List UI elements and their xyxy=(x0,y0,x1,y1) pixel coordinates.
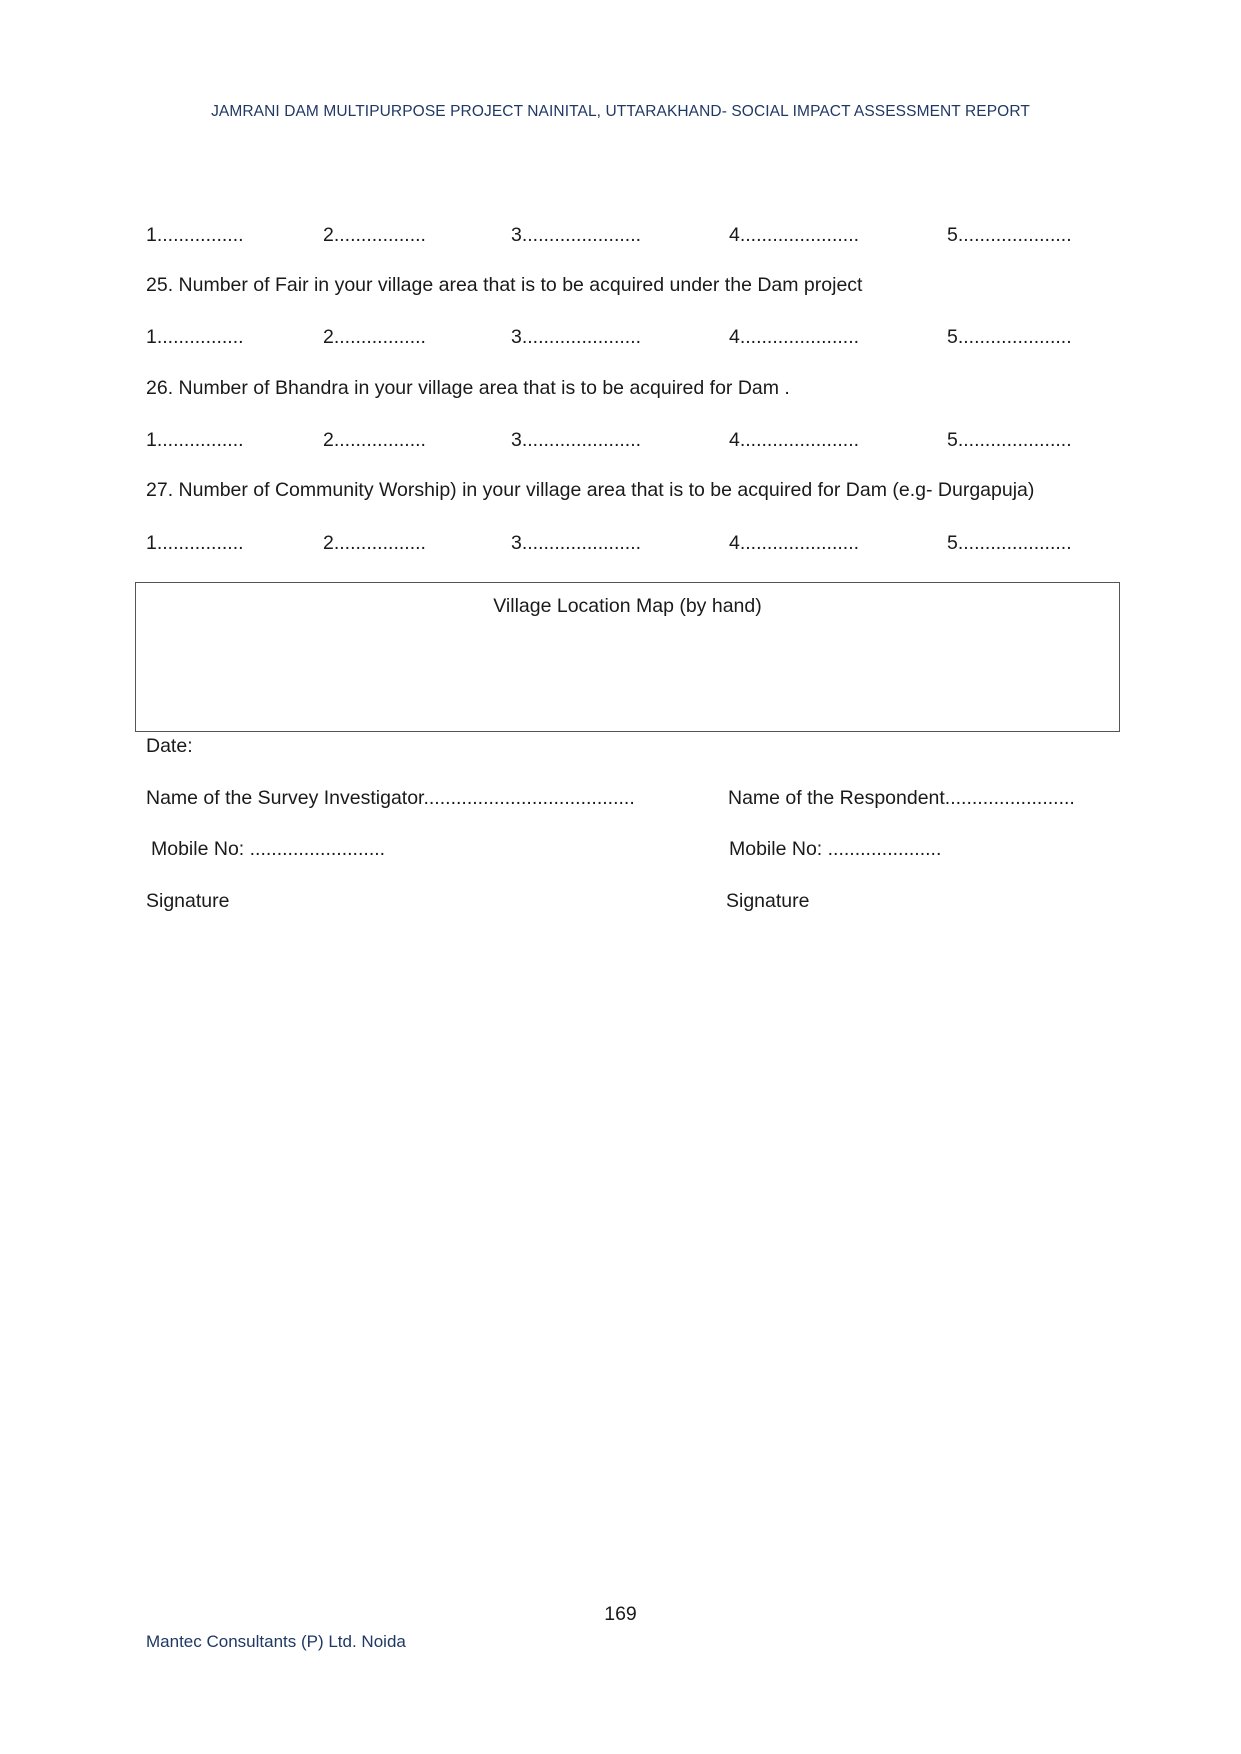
answer-slot-2[interactable]: 2................. xyxy=(323,429,426,451)
answer-slot-1[interactable]: 1................ xyxy=(146,532,244,554)
answer-slot-4[interactable]: 4...................... xyxy=(729,326,860,348)
map-box-title: Village Location Map (by hand) xyxy=(493,595,762,617)
village-map-box[interactable] xyxy=(135,582,1120,732)
question-27: 27. Number of Community Worship) in your village area that is to be acquired for Dam (e.g- Durgapuja) xyxy=(146,479,1035,501)
respondent-name-field[interactable]: Name of the Respondent........................ xyxy=(728,787,1075,809)
answer-slot-1[interactable]: 1................ xyxy=(146,224,244,246)
answer-slot-3[interactable]: 3...................... xyxy=(511,532,642,554)
answer-slot-1[interactable]: 1................ xyxy=(146,429,244,451)
company-footer: Mantec Consultants (P) Ltd. Noida xyxy=(146,1632,406,1651)
page-number: 169 xyxy=(604,1603,637,1625)
investigator-mobile-field[interactable]: Mobile No: ......................... xyxy=(151,838,386,860)
answer-slot-3[interactable]: 3...................... xyxy=(511,326,642,348)
answer-slot-2[interactable]: 2................. xyxy=(323,326,426,348)
report-header: JAMRANI DAM MULTIPURPOSE PROJECT NAINITAL, UTTARAKHAND- SOCIAL IMPACT ASSESSMENT REPORT xyxy=(211,103,1030,120)
answer-slot-4[interactable]: 4...................... xyxy=(729,224,860,246)
survey-investigator-name-field[interactable]: Name of the Survey Investigator....................................... xyxy=(146,787,635,809)
answer-slot-5[interactable]: 5..................... xyxy=(947,429,1072,451)
answer-slot-5[interactable]: 5..................... xyxy=(947,532,1072,554)
answer-slot-3[interactable]: 3...................... xyxy=(511,429,642,451)
question-26: 26. Number of Bhandra in your village area that is to be acquired for Dam . xyxy=(146,377,790,399)
question-25: 25. Number of Fair in your village area that is to be acquired under the Dam project xyxy=(146,274,863,296)
answer-slot-4[interactable]: 4...................... xyxy=(729,532,860,554)
answer-slot-4[interactable]: 4...................... xyxy=(729,429,860,451)
date-label: Date: xyxy=(146,735,193,757)
investigator-signature-label: Signature xyxy=(146,890,230,912)
answer-slot-5[interactable]: 5..................... xyxy=(947,224,1072,246)
respondent-mobile-field[interactable]: Mobile No: ..................... xyxy=(729,838,942,860)
answer-slot-1[interactable]: 1................ xyxy=(146,326,244,348)
respondent-signature-label: Signature xyxy=(726,890,810,912)
answer-slot-3[interactable]: 3...................... xyxy=(511,224,642,246)
answer-slot-2[interactable]: 2................. xyxy=(323,532,426,554)
answer-slot-5[interactable]: 5..................... xyxy=(947,326,1072,348)
answer-slot-2[interactable]: 2................. xyxy=(323,224,426,246)
